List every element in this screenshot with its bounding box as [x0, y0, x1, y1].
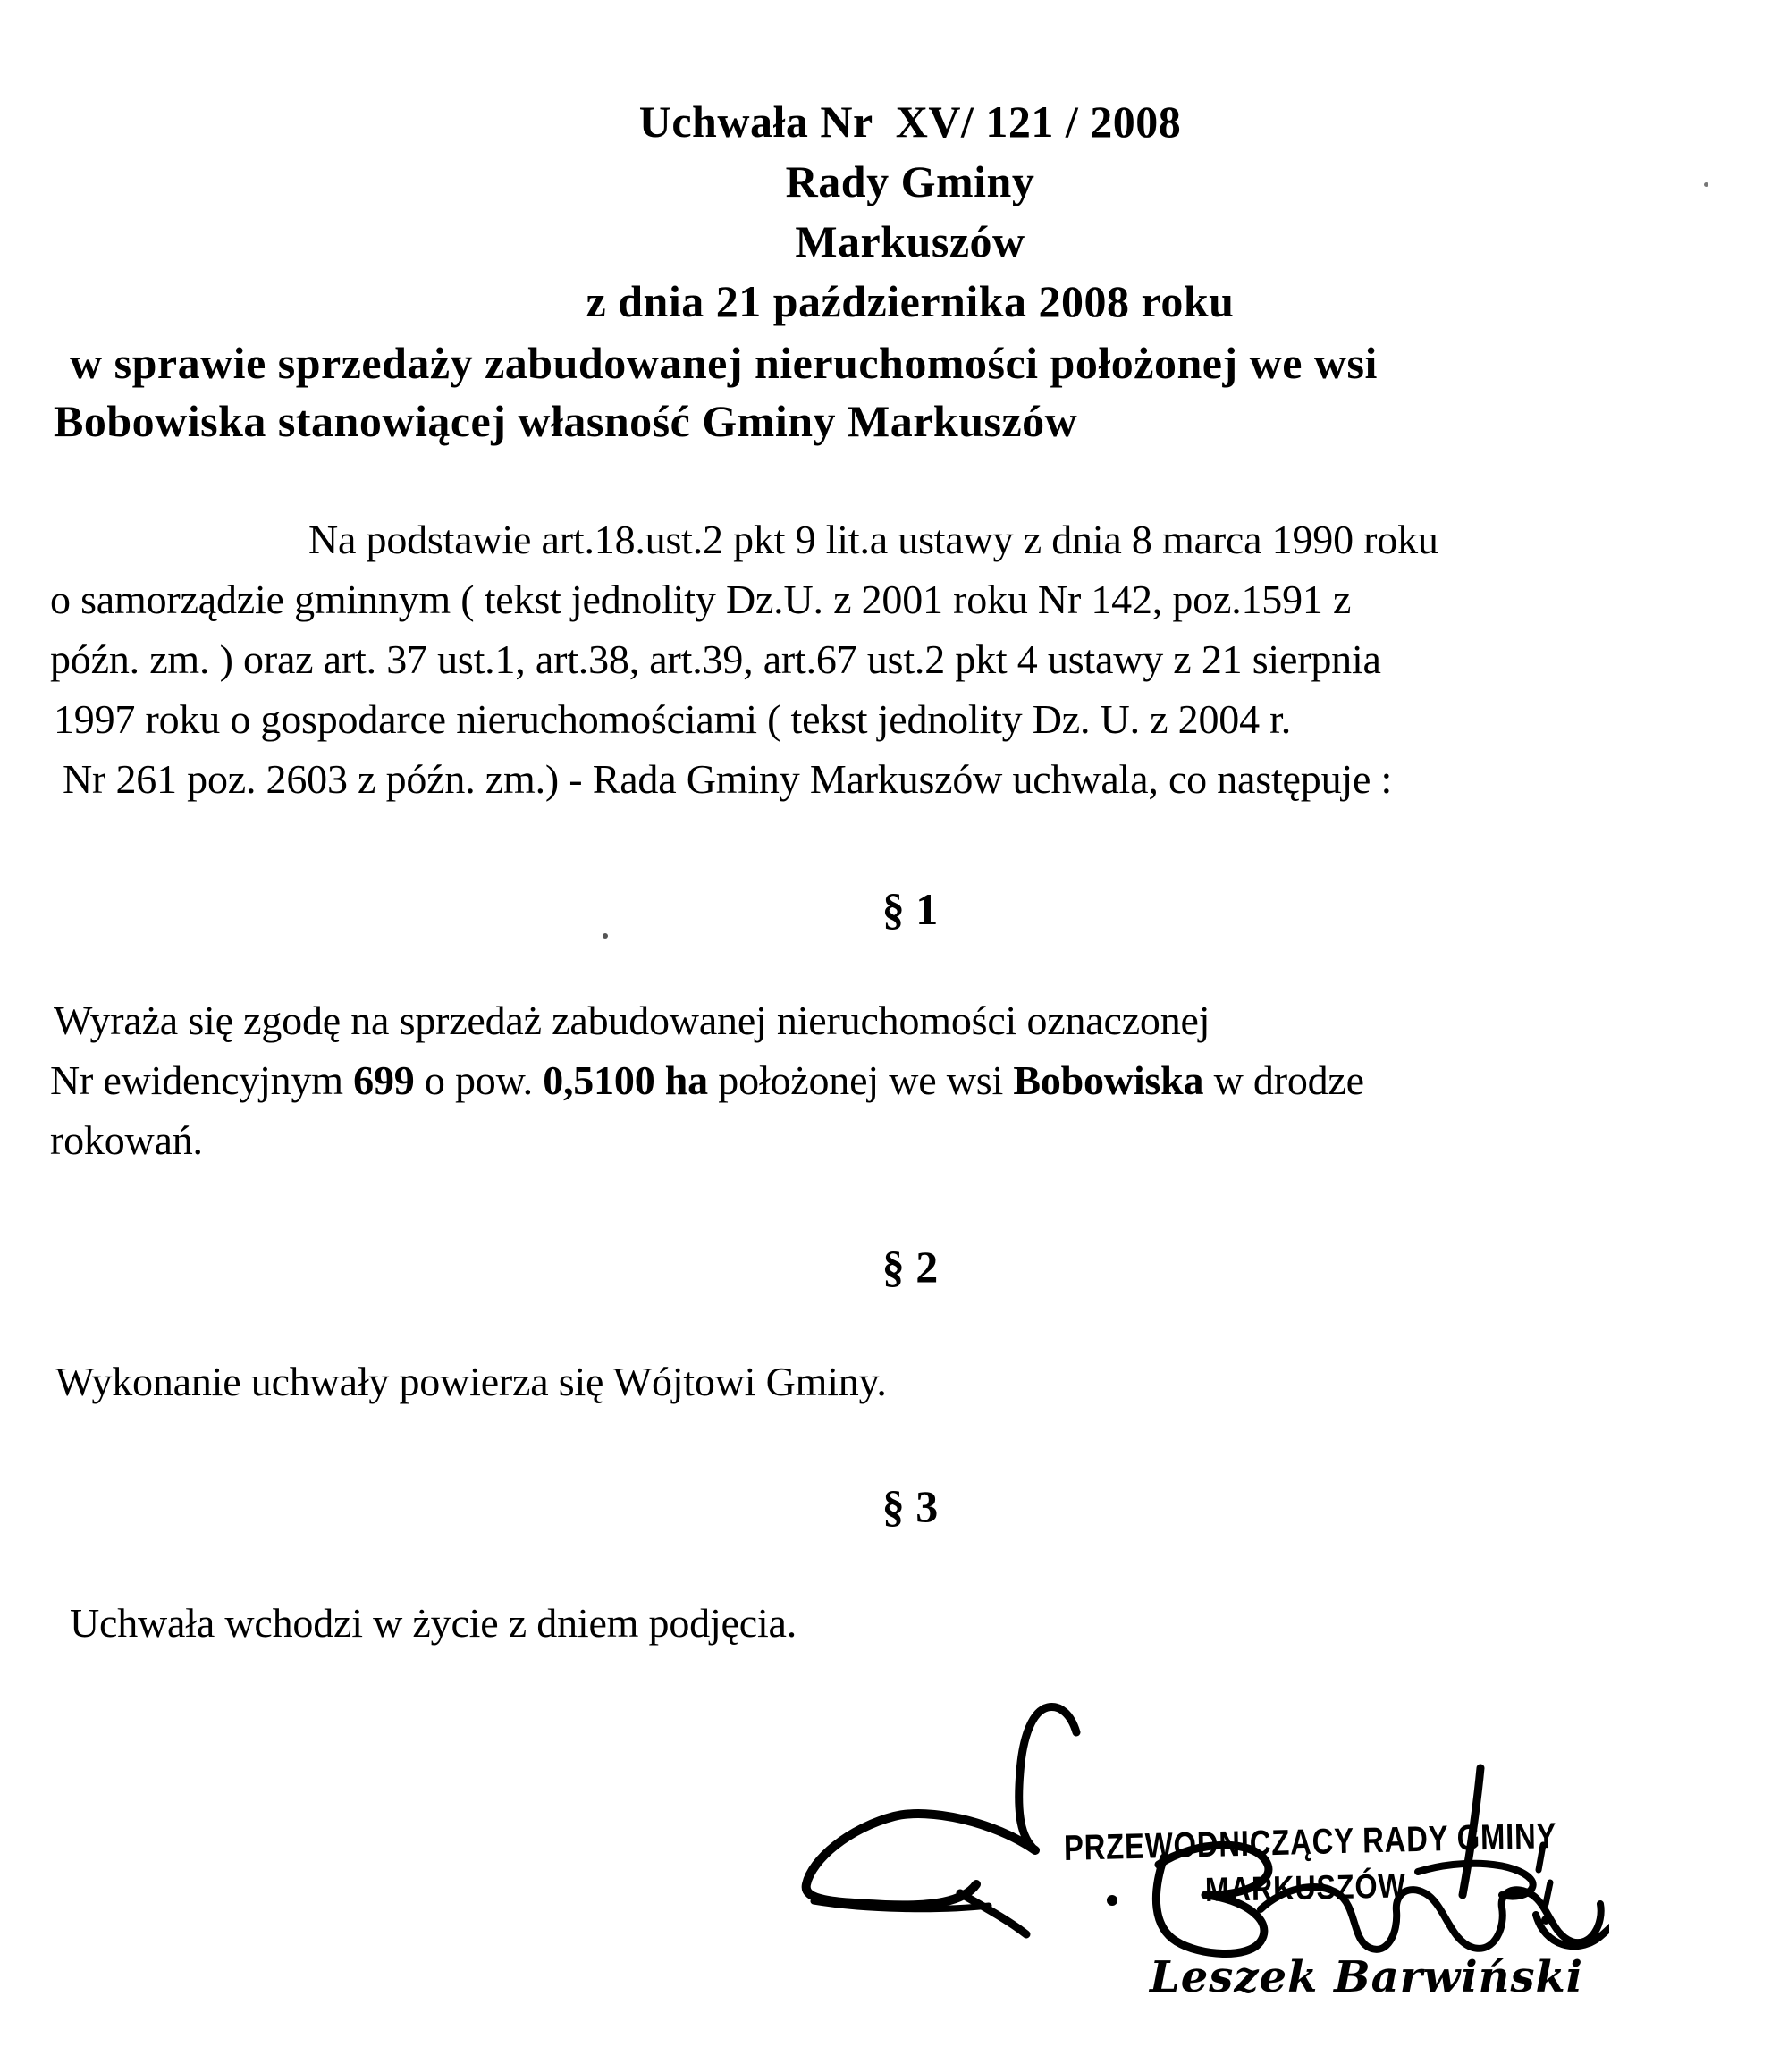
chairman-stamp-municipality: MARKUSZÓW: [1204, 1867, 1407, 1909]
section-2-heading: § 2: [881, 1242, 939, 1292]
parcel-number: 699: [353, 1057, 415, 1103]
section-3-text: Uchwała wchodzi w życie z dniem podjęcia.: [70, 1600, 797, 1646]
section-3-heading: § 3: [881, 1481, 939, 1531]
s1-seg-plain: położonej we wsi: [708, 1057, 1014, 1103]
legal-basis-line-2: o samorządzie gminnym ( tekst jednolity Dz.U. z 2001 roku Nr 142, poz.1591 z: [50, 577, 1352, 622]
council-name: Rady Gminy: [785, 156, 1035, 206]
subject-line-1: w sprawie sprzedaży zabudowanej nieruchomości położonej we wsi: [70, 338, 1378, 388]
chairman-stamp-title: PRZEWODNICZĄCY RADY GMINY: [1063, 1815, 1557, 1868]
parcel-area: 0,5100 ha: [543, 1057, 708, 1103]
legal-basis-line-3: późn. zm. ) oraz art. 37 ust.1, art.38, art.39, art.67 ust.2 pkt 4 ustawy z 21 sierpnia: [50, 636, 1381, 682]
section-1-heading: § 1: [881, 884, 939, 934]
subject-line-2: Bobowiska stanowiącej własność Gminy Markuszów: [54, 396, 1078, 446]
chairman-name-script: Leszek Barwiński: [1150, 1952, 1584, 2002]
resolution-number-title: Uchwała Nr XV/ 121 / 2008: [638, 97, 1182, 147]
s1-seg-plain: w drodze: [1203, 1057, 1364, 1103]
section-2-text: Wykonanie uchwały powierza się Wójtowi Gminy.: [55, 1359, 887, 1404]
resolution-date: z dnia 21 października 2008 roku: [586, 276, 1235, 326]
municipality-name: Markuszów: [795, 216, 1025, 266]
legal-basis-line-4: 1997 roku o gospodarce nieruchomościami ( tekst jednolity Dz. U. z 2004 r.: [54, 696, 1292, 742]
scan-speck: [603, 933, 608, 939]
section-1-text-line-1: Wyraża się zgodę na sprzedaż zabudowanej nieruchomości oznaczonej: [54, 998, 1210, 1043]
s1-seg-plain: o pow.: [414, 1057, 544, 1103]
section-1-text-line-2: [50, 1054, 1364, 1108]
s1-seg-plain: Nr ewidencyjnym: [50, 1057, 354, 1103]
legal-basis-line-5: Nr 261 poz. 2603 z późn. zm.) - Rada Gminy Markuszów uchwala, co następuje :: [63, 756, 1393, 802]
village-name: Bobowiska: [1013, 1057, 1204, 1103]
legal-basis-line-1: Na podstawie art.18.ust.2 pkt 9 lit.a ustawy z dnia 8 marca 1990 roku: [308, 517, 1438, 562]
scan-speck: [1704, 182, 1708, 187]
section-1-text-line-3: rokowań.: [50, 1117, 203, 1163]
